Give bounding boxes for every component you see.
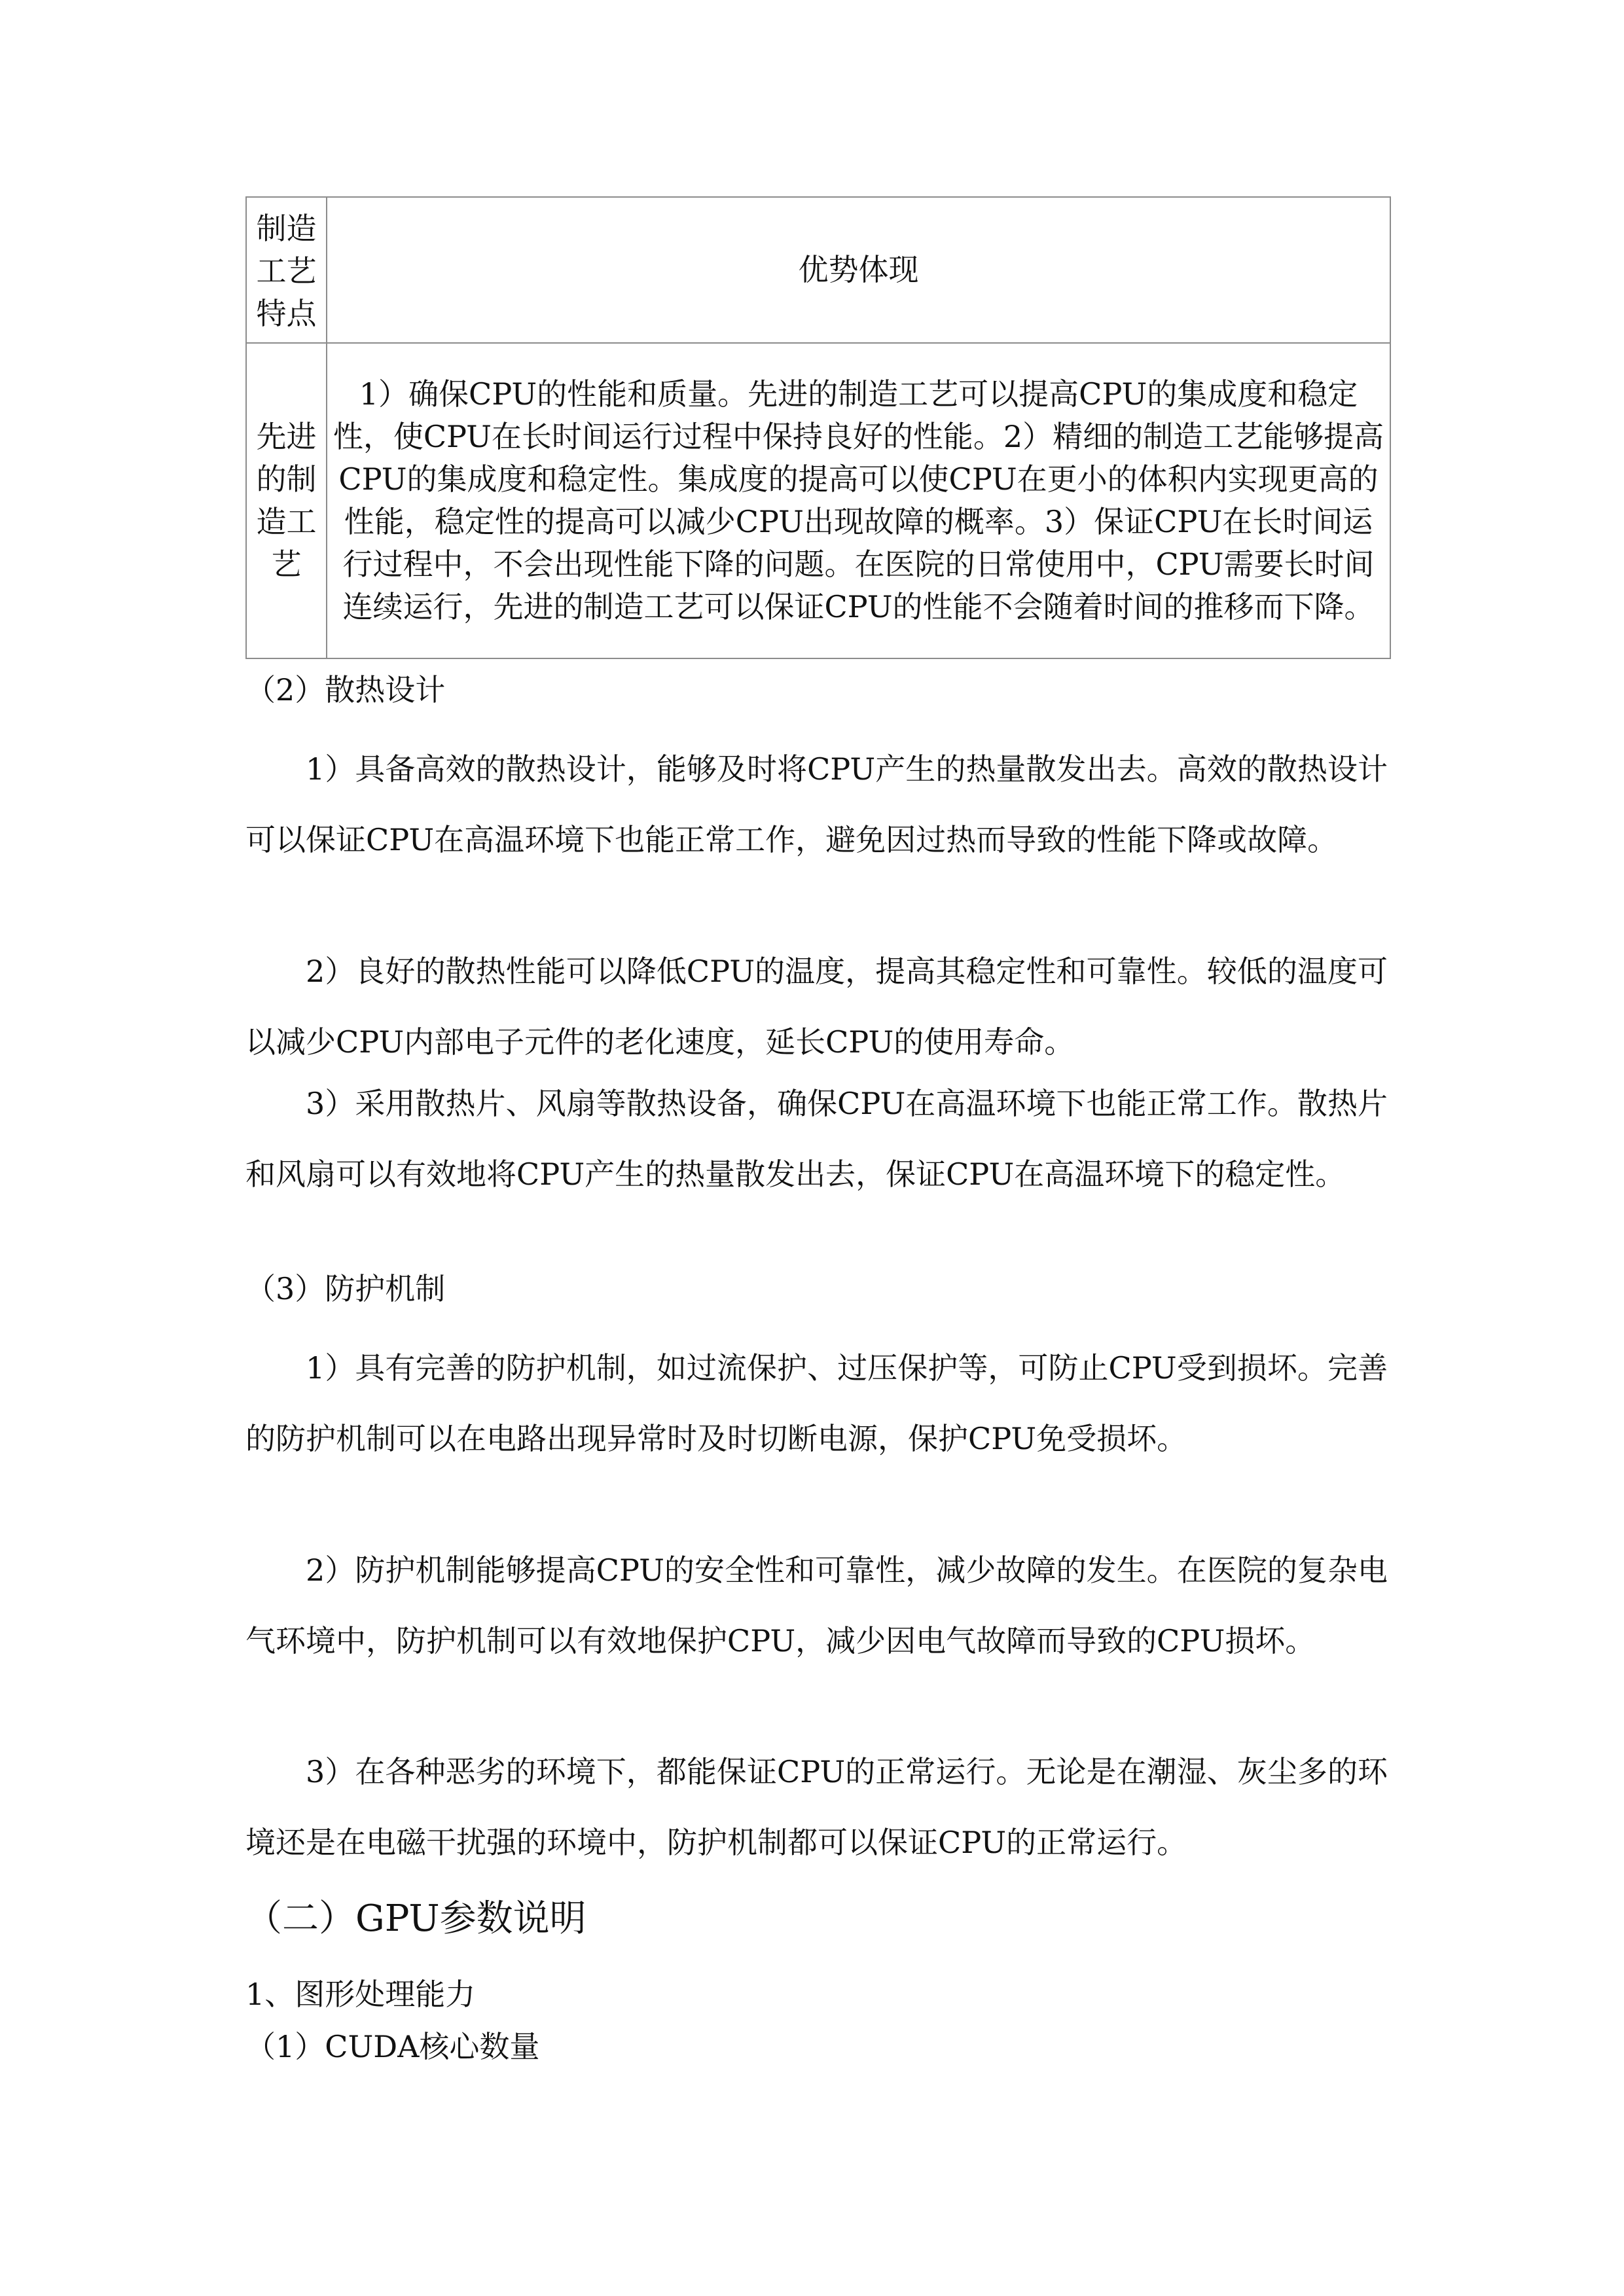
table-header-advantage: 优势体现: [327, 197, 1390, 343]
table-header-process-feature: 制造工艺特点: [246, 197, 327, 343]
heat-paragraph-3: 3）采用散热片、风扇等散热设备，确保CPU在高温环境下也能正常工作。散热片和风扇可以有效地将CPU产生的热量散发出去，保证CPU在高温环境下的稳定性。: [245, 1086, 1388, 1192]
table-cell-advantage-text: 1）确保CPU的性能和质量。先进的制造工艺可以提高CPU的集成度和稳定性，使CPU在长时间运行过程中保持良好的性能。2）精细的制造工艺能够提高CPU的集成度和稳定性。集成度的提高可以使CPU在更小的体积内实现更高的性能，稳定性的提高可以减少CPU出现故障的概率。3）保证CPU在长时间运行过程中，不会出现性能下降的问题。在医院的日常使用中，CPU需要长时间连续运行，先进的制造工艺可以保证CPU的性能不会随着时间的推移而下降。: [327, 343, 1390, 658]
cuda-core-count-heading: （1）CUDA核心数量: [245, 2029, 540, 2064]
graphics-capability-heading: 1、图形处理能力: [245, 1977, 476, 2012]
protection-paragraph-1: 1）具有完善的防护机制，如过流保护、过压保护等，可防止CPU受到损坏。完善的防护机制可以在电路出现异常时及时切断电源，保护CPU免受损坏。: [245, 1350, 1388, 1456]
table-header-row: [246, 197, 1390, 343]
protection-paragraph-2: 2）防护机制能够提高CPU的安全性和可靠性，减少故障的发生。在医院的复杂电气环境中，防护机制可以有效地保护CPU，减少因电气故障而导致的CPU损坏。: [245, 1552, 1388, 1659]
table-cell-process-name: 先进的制造工艺: [246, 343, 327, 658]
heat-dissipation-heading: （2）散热设计: [245, 672, 446, 708]
gpu-section-title: （二）GPU参数说明: [245, 1897, 586, 1940]
heat-paragraph-2: 2）良好的散热性能可以降低CPU的温度，提高其稳定性和可靠性。较低的温度可以减少CPU内部电子元件的老化速度，延长CPU的使用寿命。: [245, 954, 1388, 1060]
process-advantage-table: [245, 196, 1391, 659]
protection-paragraph-3: 3）在各种恶劣的环境下，都能保证CPU的正常运行。无论是在潮湿、灰尘多的环境还是在电磁干扰强的环境中，防护机制都可以保证CPU的正常运行。: [245, 1754, 1388, 1860]
table-row: [246, 343, 1390, 658]
protection-heading: （3）防护机制: [245, 1271, 446, 1306]
heat-paragraph-1: 1）具备高效的散热设计，能够及时将CPU产生的热量散发出去。高效的散热设计可以保证CPU在高温环境下也能正常工作，避免因过热而导致的性能下降或故障。: [245, 751, 1388, 857]
